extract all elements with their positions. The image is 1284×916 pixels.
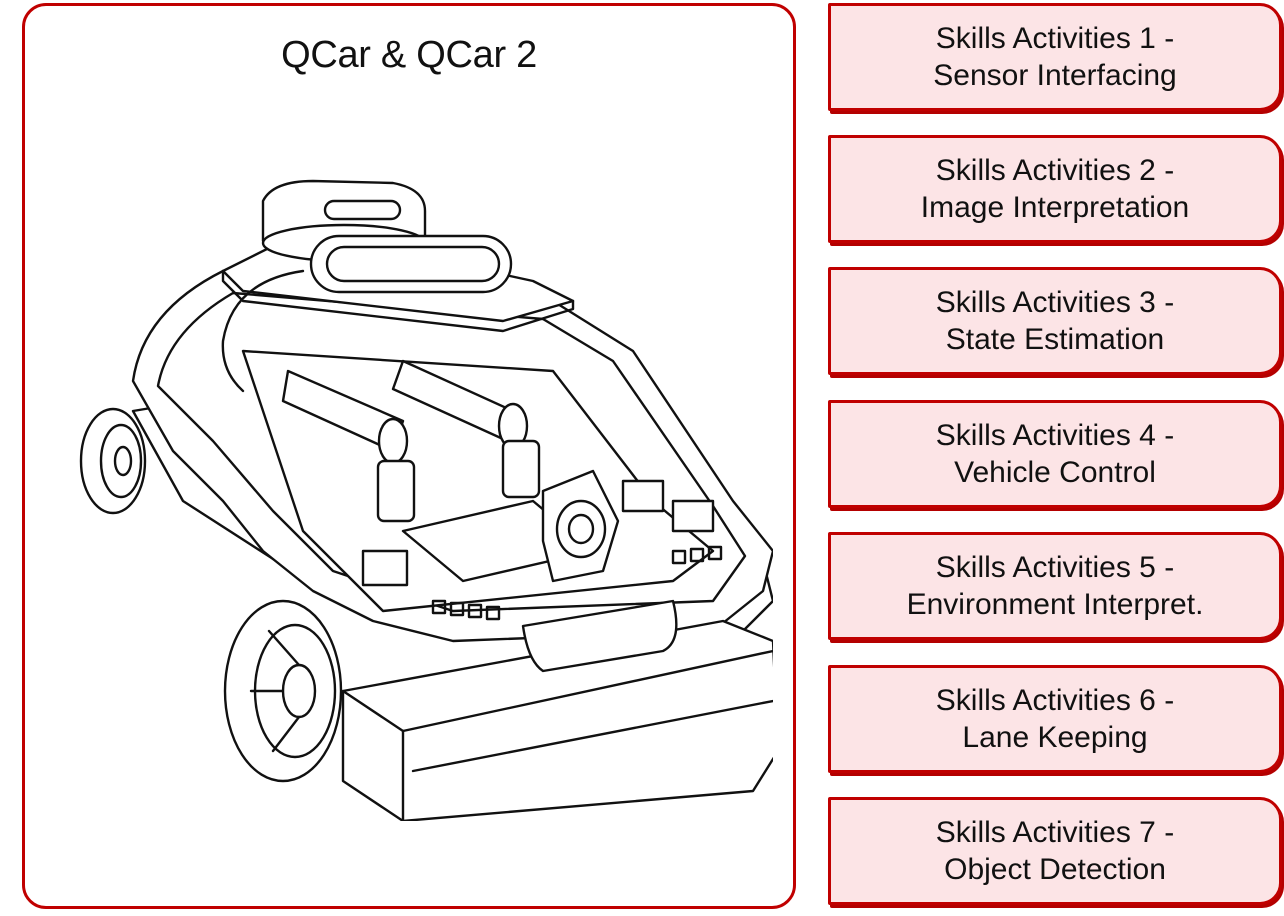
- skills-activity-5-card[interactable]: [828, 532, 1282, 640]
- activity-topic-label: Lane Keeping: [962, 721, 1148, 754]
- skills-activity-6-card[interactable]: [828, 665, 1282, 773]
- activity-number-label: Skills Activities 7 -: [935, 816, 1175, 849]
- skills-activity-1-card[interactable]: [828, 3, 1282, 111]
- activity-topic-label: Vehicle Control: [954, 456, 1156, 489]
- qcar-line-drawing-icon: [73, 171, 773, 821]
- activity-number-label: Skills Activities 3 -: [935, 286, 1175, 319]
- activity-number-label: Skills Activities 1 -: [935, 22, 1175, 55]
- skills-activities-list: [828, 3, 1284, 913]
- activity-topic-label: Sensor Interfacing: [933, 59, 1177, 92]
- activity-number-label: Skills Activities 4 -: [935, 419, 1175, 452]
- activity-topic-label: State Estimation: [945, 323, 1165, 356]
- qcar-panel: [22, 3, 796, 909]
- skills-activity-2-card[interactable]: [828, 135, 1282, 243]
- skills-activity-4-card[interactable]: [828, 400, 1282, 508]
- activity-topic-label: Image Interpretation: [920, 191, 1190, 224]
- activity-number-label: Skills Activities 2 -: [935, 154, 1175, 187]
- panel-title: QCar & QCar 2: [281, 34, 537, 76]
- activity-topic-label: Environment Interpret.: [906, 588, 1204, 621]
- skills-activity-3-card[interactable]: [828, 267, 1282, 375]
- activity-number-label: Skills Activities 5 -: [935, 551, 1175, 584]
- activity-topic-label: Object Detection: [944, 853, 1166, 886]
- activity-number-label: Skills Activities 6 -: [935, 684, 1175, 717]
- skills-activity-7-card[interactable]: [828, 797, 1282, 905]
